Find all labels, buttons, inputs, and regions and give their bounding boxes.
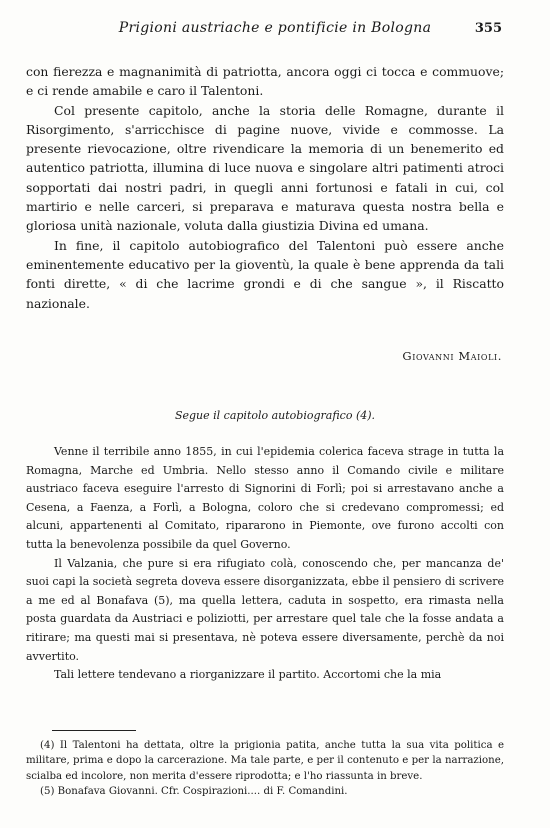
page-number: 355 xyxy=(474,21,502,36)
introduction-text xyxy=(26,62,504,313)
section-heading: Segue il capitolo autobiografico (4). xyxy=(174,409,376,422)
main-text xyxy=(26,443,504,685)
footnotes xyxy=(26,738,504,799)
body-paragraph: Venne il terribile anno 1855, in cui l'epidemia colerica faceva strage in tutta la Romagna, Marche ed Umbria. Nello stesso anno il Comando civile e militare austriaco faceva eseguire l'arresto di Signorini di Forlì; poi si arrestavano anche a Cesena, a Faenza, a Forlì, a Bologna, coloro che si credevano compromessi; ed alcuni, appartenenti al Comitato, ripararono in Piemonte, ove furono accolti con tutta la benevolenza possibile da quel Governo. xyxy=(26,445,504,551)
running-header xyxy=(0,18,550,42)
intro-paragraph: In fine, il capitolo autobiografico del Talentoni può essere anche eminentemente educativo per la gioventù, la quale è bene apprenda da tali fonti dirette, « di che lacrime grondi e di che sangue », il Riscatto nazionale. xyxy=(26,237,504,311)
footnote: (5) Bonafava Giovanni. Cfr. Cospirazioni.... di F. Comandini. xyxy=(40,785,348,797)
body-paragraph: Tali lettere tendevano a riorganizzare il partito. Accortomi che la mia xyxy=(54,668,442,682)
intro-paragraph: con fierezza e magnanimità di patriotta, ancora oggi ci tocca e commuove; e ci rende amabile e caro il Talentoni. xyxy=(26,64,504,99)
footnote: (4) Il Talentoni ha dettata, oltre la prigionia patita, anche tutta la sua vita politica e militare, prima e dopo la carcerazione. Ma tale parte, e per il contenuto e per la narrazione, scialba ed incolore, non merita d'essere riprodotta; e l'ho riassunta in breve. xyxy=(26,740,504,782)
author-signature: Giovanni Maioli. xyxy=(402,349,502,363)
body-paragraph: Il Valzania, che pure si era rifugiato colà, conoscendo che, per mancanza de' suoi capi la società segreta doveva essere disorganizzata, ebbe il pensiero di scrivere a me ed al Bonafava (5), ma quella lettera, caduta in sospetto, era rimasta nella posta guardata da Austriaci e poliziotti, per arrestare quel tale che la fosse andata a ritirare; ma questi mai si presentava, nè poteva essere diversamente, perchè da noi avvertito. xyxy=(26,556,504,663)
running-title: Prigioni austriache e pontificie in Bologna xyxy=(118,20,432,36)
footnote-divider xyxy=(52,730,136,731)
intro-paragraph: Col presente capitolo, anche la storia delle Romagne, durante il Risorgimento, s'arricchisce di pagine nuove, vivide e commosse. La presente rievocazione, oltre rivendicare la memoria di un benemerito ed autentico patriotta, illumina di luce nuova e singolare altri patimenti atroci sopportati dai nostri padri, in quegli anni fortunosi e fatali in cui, col martirio e nelle carceri, si preparava e maturava questa nostra bella e gloriosa unità nazionale, voluta dalla giustizia Divina ed umana. xyxy=(26,102,504,234)
